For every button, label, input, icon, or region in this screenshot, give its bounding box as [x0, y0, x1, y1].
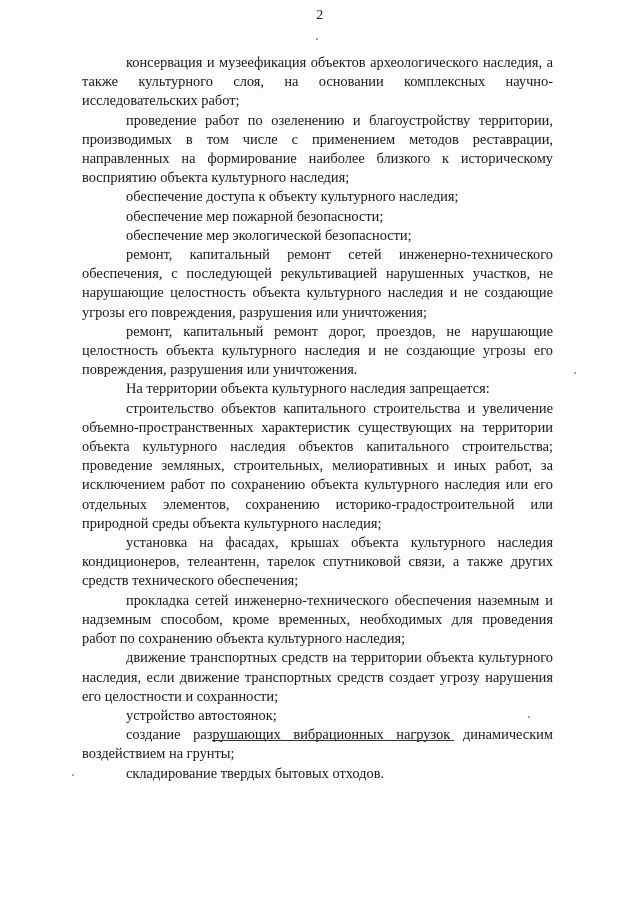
- paragraph-environmental-safety: обеспечение мер экологической безопасности;: [126, 227, 412, 244]
- paragraph-access-provision: обеспечение доступа к объекту культурного наследия;: [126, 189, 459, 206]
- page-number: 2: [316, 8, 324, 23]
- paragraph-archaeological-conservation: консервация и музеефикация объектов археологического наследия, а также культурного слоя, на основании комплексных научно-исследовательских работ;: [82, 55, 553, 110]
- document-body: [82, 54, 553, 784]
- scan-speck: [316, 38, 318, 40]
- paragraph-vehicle-traffic-prohibition: движение транспортных средств на территории объекта культурного наследия, если движение транспортных средств создает угрозу нарушения его целостности и сохранности;: [82, 650, 553, 705]
- paragraph-waste-storage-prohibition: складирование твердых бытовых отходов.: [126, 765, 385, 782]
- paragraph-prohibitions-heading: На территории объекта культурного наследия запрещается:: [126, 381, 490, 398]
- paragraph-facade-equipment-prohibition: установка на фасадах, крышах объекта культурного наследия кондиционеров, телеантенн, тарелок спутниковой связи, а также других средств технического обеспечения;: [82, 535, 553, 590]
- scan-speck: [72, 774, 74, 776]
- paragraph-fire-safety: обеспечение мер пожарной безопасности;: [126, 208, 384, 225]
- scan-speck: [574, 372, 576, 374]
- paragraph-road-repair: ремонт, капитальный ремонт дорог, проездов, не нарушающие целостность объекта культурного наследия и не создающие угрозы его повреждения, разрушения или уничтожения.: [82, 323, 553, 379]
- paragraph-construction-prohibition: строительство объектов капитального строительства и увеличение объемно-пространственных характеристик существующих на территории объекта культурного наследия объектов капитального строительства; проведение земляных, строительных, мелиоративных и иных работ, за исключением работ по сохранению объекта культурного наследия или его отдельных элементов, сохранению историко-градостроительной или природной среды объекта культурного наследия;: [82, 400, 553, 532]
- paragraph-utility-laying-prohibition: прокладка сетей инженерно-технического обеспечения наземным и надземным способом, кроме временных, необходимых для проведения работ по сохранению объекта культурного наследия;: [82, 592, 553, 648]
- paragraph-utility-network-repair: ремонт, капитальный ремонт сетей инженерно-технического обеспечения, с последующей рекультивацией нарушенных участков, не нарушающие целостность объекта культурного наследия и не создающие угрозы его повреждения, разрушения или уничтожения;: [82, 247, 553, 321]
- paragraph-parking-prohibition: устройство автостоянок;: [126, 707, 277, 724]
- scan-speck: [528, 716, 530, 718]
- paragraph-vibration-prohibition: создание разрушающих вибрационных нагрузок динамическим воздействием на грунты;: [82, 727, 553, 763]
- end-of-text-divider: [212, 740, 454, 741]
- paragraph-landscaping-works: проведение работ по озеленению и благоустройству территории, производимых в том числе с применением методов реставрации, направленных на формирование наиболее близкого к историческому восприятию объекта культурного наследия;: [82, 112, 553, 187]
